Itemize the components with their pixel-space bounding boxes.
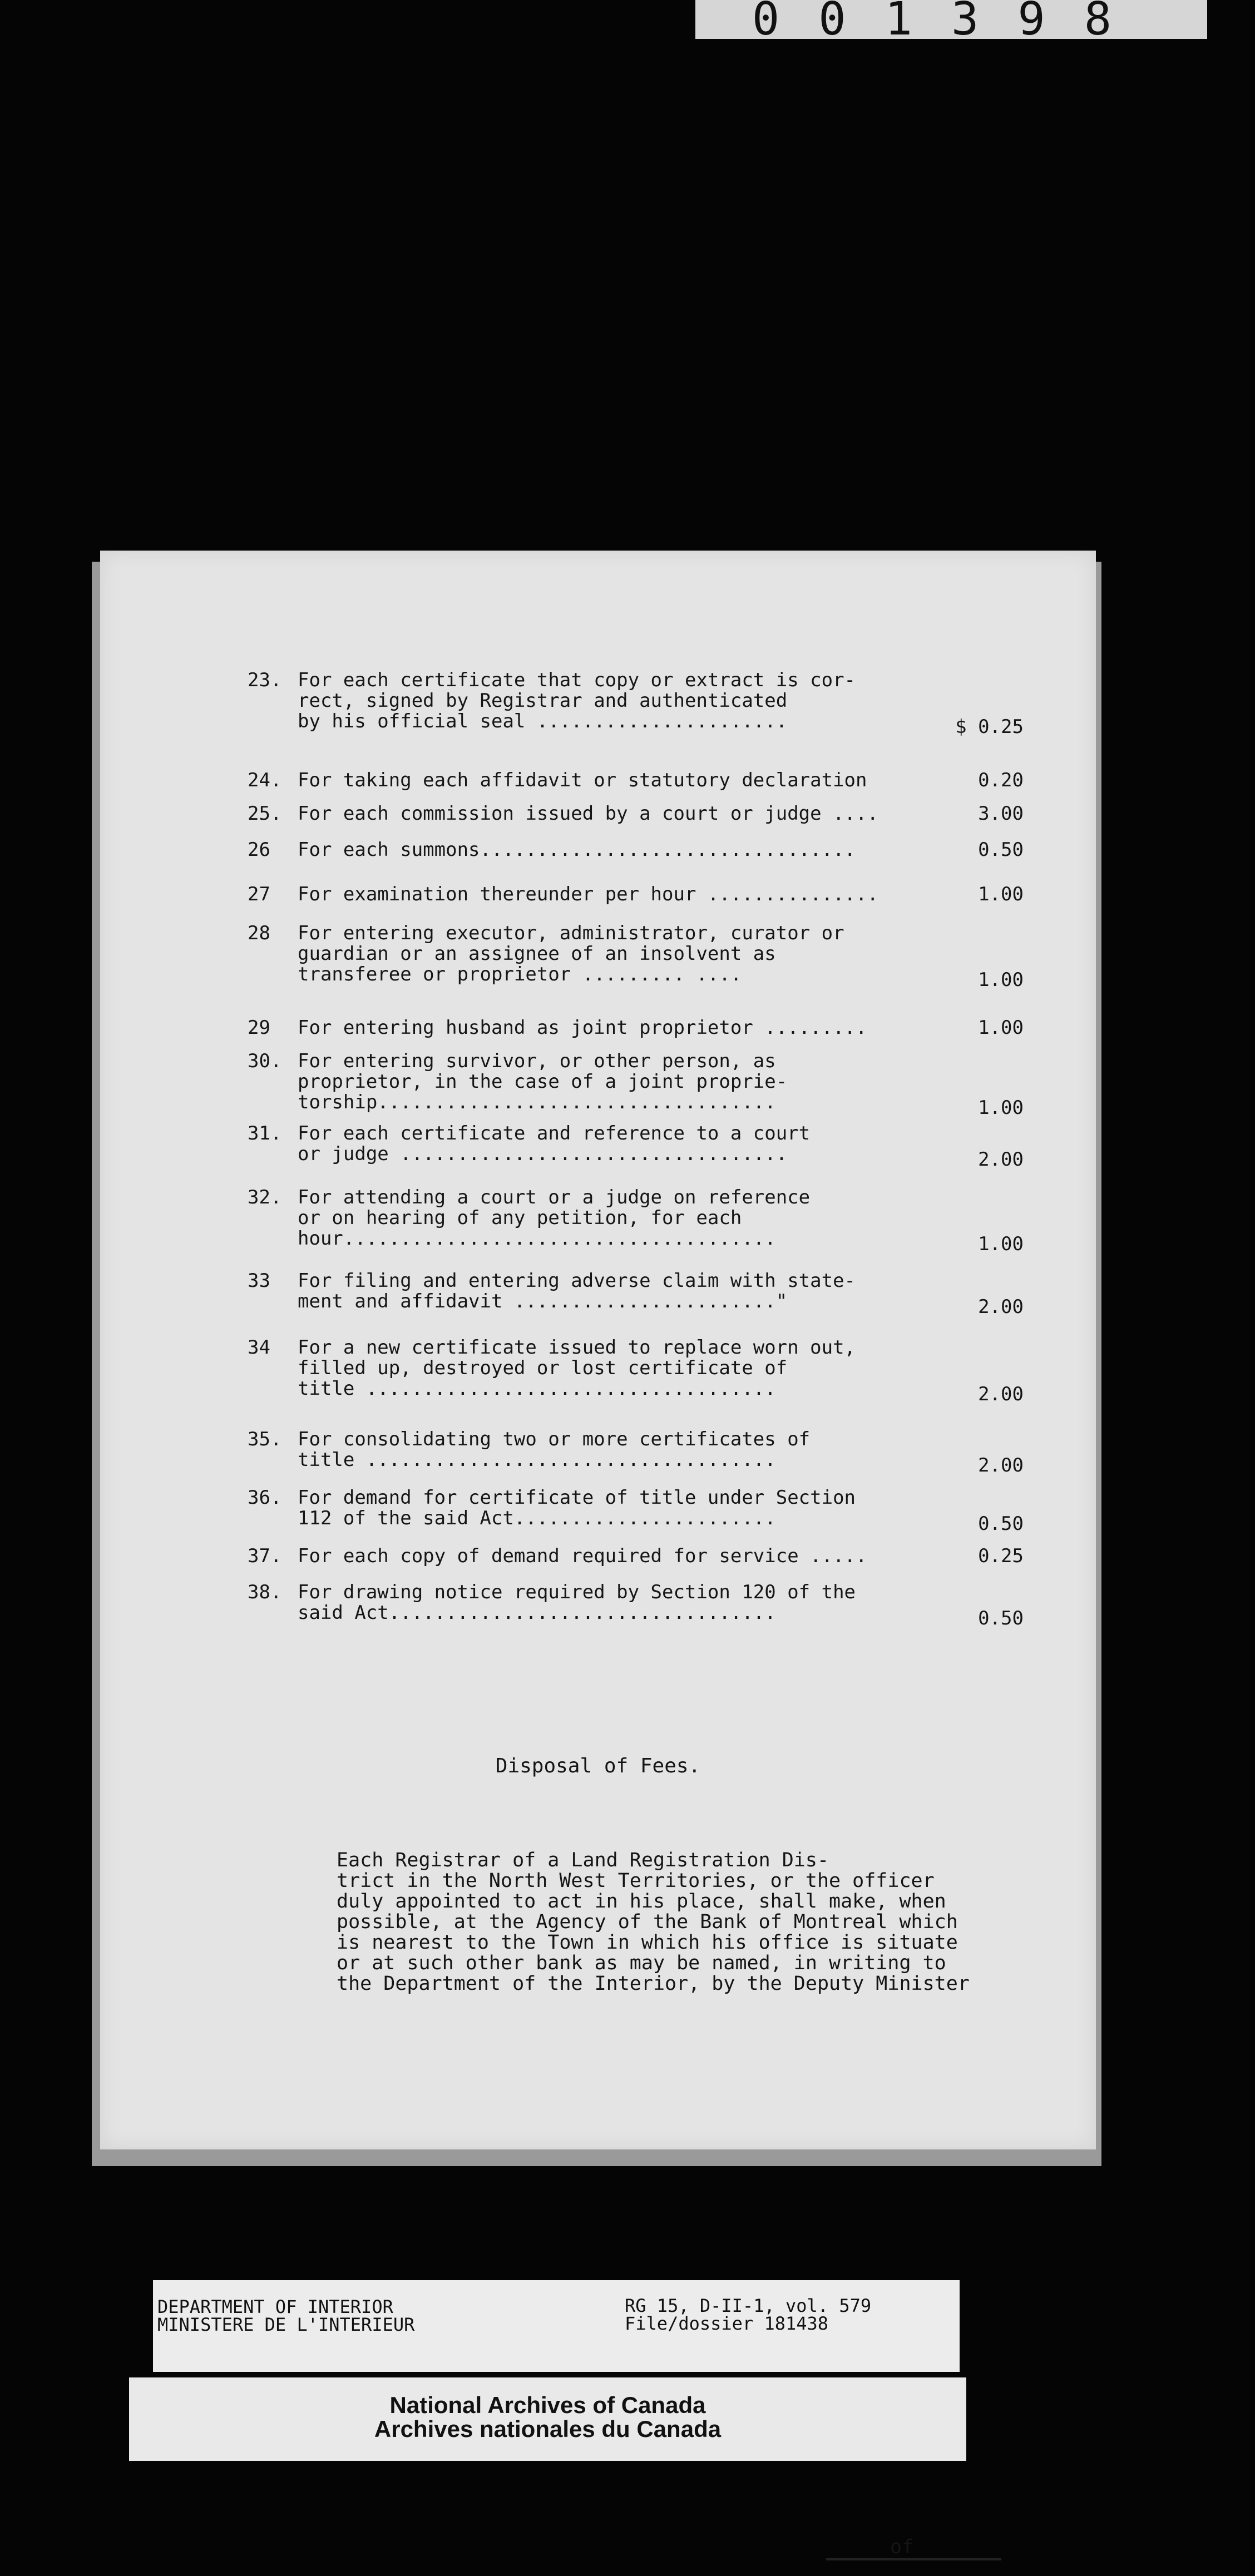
record-group: RG 15, D-II-1, vol. 579 xyxy=(625,2295,872,2316)
fee-amount: 3.00 xyxy=(978,802,1024,825)
fee-amount: 1.00 xyxy=(978,1097,1024,1119)
fee-amount: 2.00 xyxy=(978,1383,1024,1405)
fee-description: For taking each affidavit or statutory declaration xyxy=(298,769,867,791)
file-number: File/dossier 181438 xyxy=(625,2313,829,2334)
disposal-paragraph xyxy=(337,1830,1115,1994)
department-names xyxy=(157,2298,414,2334)
fee-number: 29 xyxy=(248,1017,270,1039)
fee-number: 38. xyxy=(248,1581,282,1603)
fee-amount: 0.50 xyxy=(978,839,1024,861)
archives-name-en: National Archives of Canada xyxy=(389,2392,706,2418)
fee-description: For consolidating two or more certificates of title .................................... xyxy=(298,1428,811,1471)
archives-name-fr: Archives nationales du Canada xyxy=(374,2416,722,2442)
fee-number: 28 xyxy=(248,922,270,944)
archives-banner xyxy=(129,2377,966,2461)
fee-number: 23. xyxy=(248,669,282,691)
fee-number: 24. xyxy=(248,769,282,791)
fee-amount: 2.00 xyxy=(978,1296,1024,1318)
fee-amount: 0.50 xyxy=(978,1607,1024,1629)
fee-amount: 1.00 xyxy=(978,1017,1024,1039)
fee-description: For attending a court or a judge on reference or on hearing of any petition, for each hour...................................... xyxy=(298,1186,811,1250)
fee-number: 33 xyxy=(248,1270,270,1292)
fee-amount: 2.00 xyxy=(978,1148,1024,1171)
fee-amount: 0.25 xyxy=(978,1545,1024,1567)
fee-number: 35. xyxy=(248,1428,282,1450)
reference-numbers xyxy=(625,2297,871,2332)
fee-description: For each certificate and reference to a court or judge .................................. xyxy=(298,1122,811,1165)
fee-description: For each certificate that copy or extract is cor- rect, signed by Registrar and authenticated by his official seal ...................... xyxy=(298,669,856,732)
fee-number: 34 xyxy=(248,1336,270,1359)
fee-number: 27 xyxy=(248,883,270,905)
fee-amount: $ 0.25 xyxy=(955,716,1024,738)
fee-amount: 1.00 xyxy=(978,1233,1024,1255)
fee-description: For drawing notice required by Section 120 of the said Act.................................. xyxy=(298,1581,856,1624)
frame-number: 001398 xyxy=(695,0,1207,39)
fee-number: 25. xyxy=(248,802,282,825)
fee-number: 26 xyxy=(248,839,270,861)
fee-amount: 0.50 xyxy=(978,1513,1024,1535)
fee-description: For entering husband as joint proprietor ......... xyxy=(298,1017,867,1039)
department-fr: MINISTERE DE L'INTERIEUR xyxy=(157,2314,415,2335)
fee-description: For a new certificate issued to replace worn out, filled up, destroyed or lost certificate of title .................................... xyxy=(298,1336,856,1400)
fee-number: 36. xyxy=(248,1487,282,1509)
fee-amount: 1.00 xyxy=(978,969,1024,991)
fee-number: 30. xyxy=(248,1050,282,1072)
fee-number: 31. xyxy=(248,1122,282,1145)
fee-description: For each commission issued by a court or judge .... xyxy=(298,802,878,825)
disposal-text: Each Registrar of a Land Registration Dis- trict in the North West Territories, or the officer duly appointed to act in his place, shall make, when possible, at the Agency of the Bank of Montreal which is nearest to the Town in which his office is situate or at such other bank as may be named, in writing to the Department of the Interior, by the Deputy Minister xyxy=(337,1849,970,1995)
underline-rule xyxy=(826,2558,1001,2560)
continuation-word: of xyxy=(890,2536,914,2558)
fee-amount: 2.00 xyxy=(978,1454,1024,1477)
fee-number: 37. xyxy=(248,1545,282,1567)
fee-description: For demand for certificate of title under Section 112 of the said Act....................... xyxy=(298,1487,856,1529)
fee-amount: 0.20 xyxy=(978,769,1024,791)
section-title: Disposal of Fees. xyxy=(495,1755,701,1777)
fee-amount: 1.00 xyxy=(978,883,1024,905)
department-en: DEPARTMENT OF INTERIOR xyxy=(157,2296,393,2317)
fee-description: For entering survivor, or other person, as proprietor, in the case of a joint proprie- torship................................... xyxy=(298,1050,788,1113)
fee-description: For each copy of demand required for service ..... xyxy=(298,1545,867,1567)
fee-description: For examination thereunder per hour ............... xyxy=(298,883,878,905)
fee-description: For each summons................................. xyxy=(298,839,856,861)
archive-reference-label xyxy=(153,2280,960,2372)
fee-description: For entering executor, administrator, curator or guardian or an assignee of an insolvent as transferee or proprietor ......... .... xyxy=(298,922,844,985)
fee-description: For filing and entering adverse claim with state- ment and affidavit ......................." xyxy=(298,1270,856,1312)
fee-number: 32. xyxy=(248,1186,282,1208)
